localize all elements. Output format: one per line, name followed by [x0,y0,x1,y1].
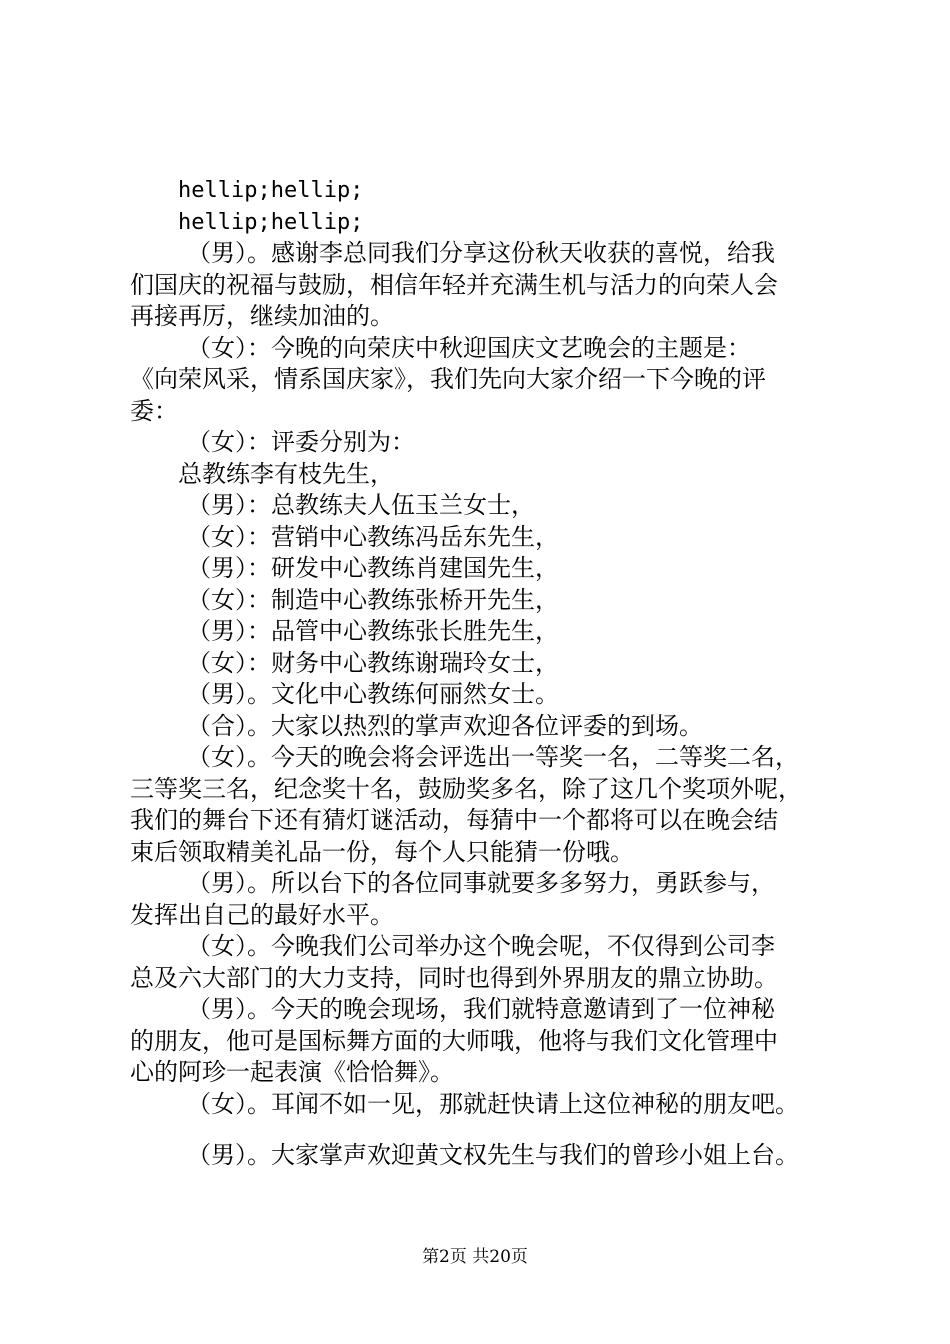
text-line: （男）。所以台下的各位同事就要多多努力，勇跃参与， [187,869,775,897]
text-line: 总教练李有枝先生， [178,459,394,488]
text-line: （女）。今晚我们公司举办这个晚会呢，不仅得到公司李 [187,932,775,960]
paragraph-gap [130,1120,850,1140]
text-line: 我们的舞台下还有猜灯谜活动，每猜中一个都将可以在晚会结 [130,806,778,834]
text-line: 总及六大部门的大力支持，同时也得到外界朋友的鼎立协助。 [130,963,778,992]
text-line: hellip;hellip; [178,178,364,203]
text-line: 们国庆的祝福与鼓励，相信年轻并充满生机与活力的向荣人会 [130,270,778,299]
text-line: 委： [130,396,178,425]
text-line: （男）：总教练夫人伍玉兰女士， [187,491,535,519]
text-line: （男）。大家掌声欢迎黄文权先生与我们的曾珍小姐上台。 [187,1141,799,1169]
text-line: （女）：财务中心教练谢瑞玲女士， [187,648,559,677]
text-line: （男）：品管中心教练张长胜先生， [187,617,559,645]
text-line: 再接再厉，继续加油的。 [130,302,394,330]
text-line: 《向荣风采，情系国庆家》，我们先向大家介绍一下今晚的评 [130,365,766,393]
text-line: （男）：研发中心教练肖建国先生， [187,554,559,582]
text-line: （男）。感谢李总同我们分享这份秋天收获的喜悦，给我 [187,239,775,267]
page-number-footer: 第2页 共20页 [422,1247,528,1267]
text-line: （女）：今晚的向荣庆中秋迎国庆文艺晚会的主题是： [187,333,751,362]
text-line: （合）。大家以热烈的掌声欢迎各位评委的到场。 [187,711,703,740]
text-line: 心的阿珍一起表演《恰恰舞》。 [130,1058,454,1086]
text-line: （女）：营销中心教练冯岳东先生， [187,522,559,551]
text-line: （女）。今天的晚会将会评选出一等奖一名，二等奖二名， [187,743,799,771]
text-line: 三等奖三名，纪念奖十名，鼓励奖多名，除了这几个奖项外呢， [130,774,802,803]
text-line: 的朋友，他可是国标舞方面的大师哦，他将与我们文化管理中 [130,1026,778,1055]
text-line: （女）：评委分别为： [187,428,415,456]
text-line: （男）。今天的晚会现场，我们就特意邀请到了一位神秘 [187,995,775,1023]
text-line: 束后领取精美礼品一份，每个人只能猜一份哦。 [130,837,634,866]
text-line: （男）。文化中心教练何丽然女士。 [187,680,559,708]
text-line: （女）。耳闻不如一见，那就赶快请上这位神秘的朋友吧。 [187,1089,799,1118]
text-line: hellip;hellip; [178,209,364,235]
text-line: 发挥出自己的最好水平。 [130,900,394,929]
text-line: （女）：制造中心教练张桥开先生， [187,585,559,614]
document-body [130,175,850,1172]
